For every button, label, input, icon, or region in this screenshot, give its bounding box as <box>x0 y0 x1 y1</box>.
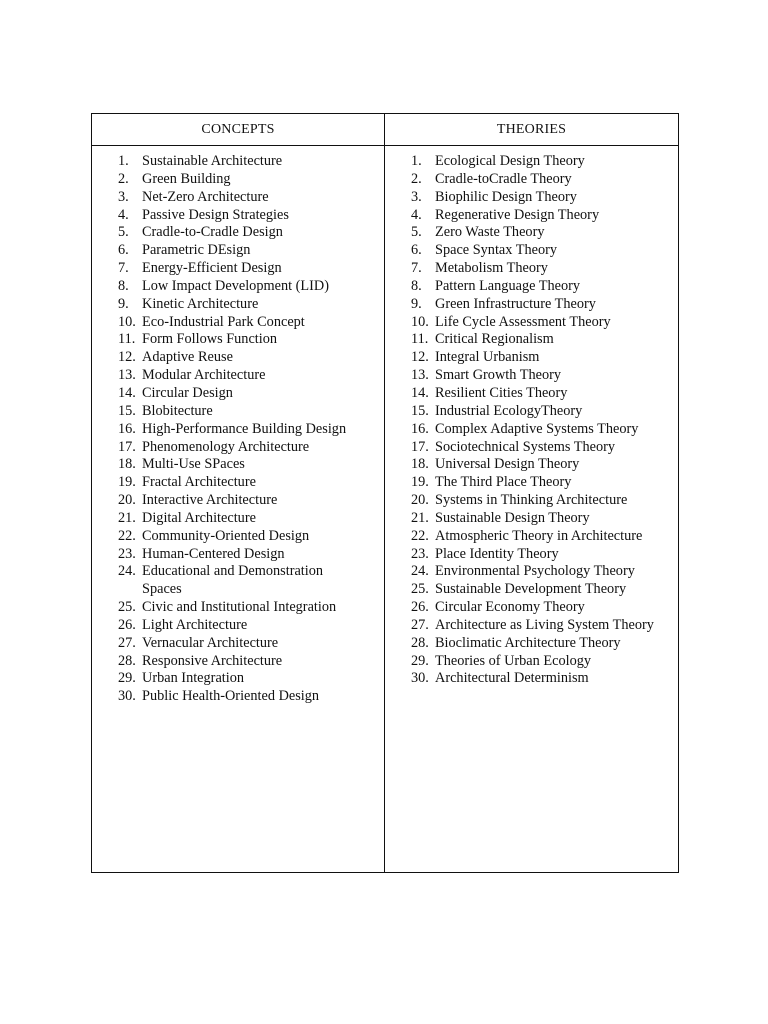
theory-item <box>411 207 674 225</box>
concept-item-text: Form Follows Function <box>142 331 278 348</box>
concept-item <box>118 474 380 492</box>
theory-item-text: Resilient Cities Theory <box>435 384 568 401</box>
concept-item <box>118 617 380 635</box>
concept-item-text: Civic and Institutional Integration <box>142 599 337 616</box>
theory-item <box>411 421 674 439</box>
theory-item <box>411 403 674 421</box>
theory-item-text: Ecological Design Theory <box>435 153 585 169</box>
concept-item <box>118 599 380 617</box>
theory-item-text: Theories of Urban Ecology <box>435 652 592 669</box>
concept-item-text: Educational and Demonstration Spaces <box>142 563 324 598</box>
concept-item-text: Adaptive Reuse <box>142 349 233 366</box>
concept-item <box>118 189 380 207</box>
concept-item-number: 10. <box>118 313 136 330</box>
theory-item-text: Regenerative Design Theory <box>435 206 600 223</box>
concepts-column <box>92 114 385 872</box>
concept-item-number: 29. <box>118 670 136 687</box>
theory-item-text: Zero Waste Theory <box>435 224 545 241</box>
concept-item <box>118 278 380 296</box>
theory-item <box>411 278 674 296</box>
theory-item-text: Life Cycle Assessment Theory <box>435 313 611 330</box>
concept-item-number: 30. <box>118 688 136 705</box>
concept-item-text: Green Building <box>142 170 231 187</box>
theory-item-number: 22. <box>411 527 429 544</box>
theory-item <box>411 242 674 260</box>
theory-item-number: 7. <box>411 260 422 277</box>
theory-item-number: 3. <box>411 188 422 205</box>
theory-item-number: 8. <box>411 277 422 294</box>
theory-item <box>411 331 674 349</box>
theory-item <box>411 456 674 474</box>
theories-list <box>411 153 674 688</box>
concept-item <box>118 153 380 171</box>
concept-item <box>118 439 380 457</box>
concept-item <box>118 224 380 242</box>
concept-item-number: 13. <box>118 367 136 384</box>
theory-item-text: Sociotechnical Systems Theory <box>435 438 616 455</box>
theory-item-text: Architecture as Living System Theory <box>435 616 654 633</box>
concept-item-text: Urban Integration <box>142 670 245 687</box>
concept-item-number: 7. <box>118 260 129 277</box>
theory-item <box>411 581 674 599</box>
theory-item-text: Complex Adaptive Systems Theory <box>435 420 639 437</box>
theory-item-number: 23. <box>411 545 429 562</box>
concept-item-text: High-Performance Building Design <box>142 420 347 437</box>
concept-item-number: 3. <box>118 188 129 205</box>
concept-item-number: 20. <box>118 492 136 509</box>
theory-item-number: 17. <box>411 438 429 455</box>
theory-item <box>411 546 674 564</box>
theory-item-number: 6. <box>411 242 422 259</box>
concept-item-text: Cradle-to-Cradle Design <box>142 224 283 241</box>
concept-item-number: 15. <box>118 402 136 419</box>
theories-header: THEORIES <box>385 114 678 146</box>
concept-item-number: 24. <box>118 563 136 580</box>
theory-item <box>411 349 674 367</box>
concept-item <box>118 492 380 510</box>
theory-item-text: Sustainable Design Theory <box>435 509 590 526</box>
concept-item <box>118 670 380 688</box>
concept-item-number: 19. <box>118 474 136 491</box>
theory-item <box>411 224 674 242</box>
concept-item <box>118 171 380 189</box>
theory-item-text: Sustainable Development Theory <box>435 581 627 598</box>
concept-item-number: 23. <box>118 545 136 562</box>
concept-item-text: Sustainable Architecture <box>142 153 283 169</box>
concept-item <box>118 349 380 367</box>
theory-item-text: Pattern Language Theory <box>435 277 581 294</box>
concept-item-number: 1. <box>118 153 129 169</box>
theory-item <box>411 563 674 581</box>
theory-item-text: Environmental Psychology Theory <box>435 563 635 580</box>
theory-item-number: 14. <box>411 384 429 401</box>
theory-item <box>411 635 674 653</box>
concept-item-text: Digital Architecture <box>142 509 256 526</box>
concept-item <box>118 403 380 421</box>
concept-item <box>118 528 380 546</box>
theory-item-number: 10. <box>411 313 429 330</box>
concept-item-number: 26. <box>118 616 136 633</box>
theory-item <box>411 510 674 528</box>
concepts-list <box>118 153 380 706</box>
concept-item-text: Kinetic Architecture <box>142 295 259 312</box>
concept-item <box>118 653 380 671</box>
concept-item-text: Passive Design Strategies <box>142 206 289 223</box>
theory-item-number: 16. <box>411 420 429 437</box>
theory-item-number: 15. <box>411 402 429 419</box>
theory-item <box>411 385 674 403</box>
theory-item <box>411 670 674 688</box>
concept-item-number: 5. <box>118 224 129 241</box>
theory-item-number: 9. <box>411 295 422 312</box>
theory-item-text: Place Identity Theory <box>435 545 559 562</box>
theory-item-text: Systems in Thinking Architecture <box>435 492 628 509</box>
concept-item-text: Human-Centered Design <box>142 545 285 562</box>
concept-item <box>118 546 380 564</box>
concept-item-text: Modular Architecture <box>142 367 266 384</box>
theory-item <box>411 153 674 171</box>
theory-item <box>411 599 674 617</box>
concept-item <box>118 242 380 260</box>
concept-item-number: 28. <box>118 652 136 669</box>
concept-item-number: 14. <box>118 384 136 401</box>
theory-item-number: 19. <box>411 474 429 491</box>
theory-item-text: Universal Design Theory <box>435 456 580 473</box>
concept-item-number: 4. <box>118 206 129 223</box>
theory-item-text: Critical Regionalism <box>435 331 554 348</box>
theory-item <box>411 653 674 671</box>
concept-item-number: 2. <box>118 170 129 187</box>
theory-item <box>411 189 674 207</box>
concept-item <box>118 207 380 225</box>
concept-item-number: 8. <box>118 277 129 294</box>
concept-item-number: 22. <box>118 527 136 544</box>
theory-item-number: 11. <box>411 331 429 348</box>
theory-item <box>411 171 674 189</box>
theories-column <box>385 114 678 872</box>
theory-item-number: 12. <box>411 349 429 366</box>
concept-item <box>118 314 380 332</box>
theory-item-text: Bioclimatic Architecture Theory <box>435 634 621 651</box>
theory-item-text: Industrial EcologyTheory <box>435 402 583 419</box>
concept-item-text: Low Impact Development (LID) <box>142 277 329 294</box>
theory-item <box>411 492 674 510</box>
theory-item-number: 24. <box>411 563 429 580</box>
concept-item-text: Responsive Architecture <box>142 652 283 669</box>
theory-item <box>411 260 674 278</box>
concept-item <box>118 688 380 706</box>
theory-item-text: Green Infrastructure Theory <box>435 295 596 312</box>
theory-item <box>411 314 674 332</box>
theory-item-number: 13. <box>411 367 429 384</box>
concept-item <box>118 456 380 474</box>
concept-item-text: Multi-Use SPaces <box>142 456 245 473</box>
concept-item-number: 21. <box>118 509 136 526</box>
concept-item-text: Community-Oriented Design <box>142 527 310 544</box>
concept-item-text: Phenomenology Architecture <box>142 438 310 455</box>
theory-item-number: 5. <box>411 224 422 241</box>
concept-item <box>118 635 380 653</box>
theory-item-number: 4. <box>411 206 422 223</box>
theory-item-number: 2. <box>411 170 422 187</box>
theory-item-number: 28. <box>411 634 429 651</box>
concept-item-number: 6. <box>118 242 129 259</box>
concept-item-number: 17. <box>118 438 136 455</box>
concept-item-text: Eco-Industrial Park Concept <box>142 313 305 330</box>
theory-item-text: Integral Urbanism <box>435 349 540 366</box>
theory-item-text: Circular Economy Theory <box>435 599 585 616</box>
concept-item-text: Public Health-Oriented Design <box>142 688 320 705</box>
concept-item <box>118 331 380 349</box>
theory-item-number: 30. <box>411 670 429 687</box>
theory-item-number: 26. <box>411 599 429 616</box>
theory-item-text: Smart Growth Theory <box>435 367 562 384</box>
concept-item-number: 27. <box>118 634 136 651</box>
concept-item <box>118 421 380 439</box>
concept-item-number: 9. <box>118 295 129 312</box>
theory-item <box>411 528 674 546</box>
theory-item <box>411 439 674 457</box>
concept-item <box>118 296 380 314</box>
theory-item-number: 27. <box>411 616 429 633</box>
theory-item-text: Cradle-toCradle Theory <box>435 170 572 187</box>
theory-item-number: 29. <box>411 652 429 669</box>
concept-item-number: 16. <box>118 420 136 437</box>
concept-item-number: 25. <box>118 599 136 616</box>
concept-item-text: Fractal Architecture <box>142 474 256 491</box>
theory-item-number: 20. <box>411 492 429 509</box>
theory-item-text: Biophilic Design Theory <box>435 188 577 205</box>
theory-item <box>411 367 674 385</box>
concept-item-number: 18. <box>118 456 136 473</box>
concept-item-text: Blobitecture <box>142 402 213 419</box>
theory-item-number: 25. <box>411 581 429 598</box>
theory-item-number: 18. <box>411 456 429 473</box>
theory-item-number: 21. <box>411 509 429 526</box>
concept-item-text: Net-Zero Architecture <box>142 188 269 205</box>
theory-item-text: Space Syntax Theory <box>435 242 558 259</box>
concept-item <box>118 385 380 403</box>
theory-item-text: Architectural Determinism <box>435 670 589 687</box>
concept-item-text: Parametric DEsign <box>142 242 251 259</box>
concept-item-text: Circular Design <box>142 384 233 401</box>
concept-item-text: Light Architecture <box>142 616 248 633</box>
concept-item <box>118 510 380 528</box>
theory-item-number: 1. <box>411 153 422 169</box>
concept-item-text: Energy-Efficient Design <box>142 260 282 277</box>
theory-item-text: Atmospheric Theory in Architecture <box>435 527 643 544</box>
theory-item <box>411 617 674 635</box>
concept-item <box>118 367 380 385</box>
theory-item <box>411 296 674 314</box>
concept-item <box>118 563 380 599</box>
concept-item-text: Vernacular Architecture <box>142 634 279 651</box>
concepts-header: CONCEPTS <box>92 114 384 146</box>
theory-item <box>411 474 674 492</box>
theory-item-text: The Third Place Theory <box>435 474 572 491</box>
concepts-theories-table <box>91 113 679 873</box>
concept-item <box>118 260 380 278</box>
concept-item-text: Interactive Architecture <box>142 492 278 509</box>
theory-item-text: Metabolism Theory <box>435 260 548 277</box>
concept-item-number: 11. <box>118 331 136 348</box>
concept-item-number: 12. <box>118 349 136 366</box>
